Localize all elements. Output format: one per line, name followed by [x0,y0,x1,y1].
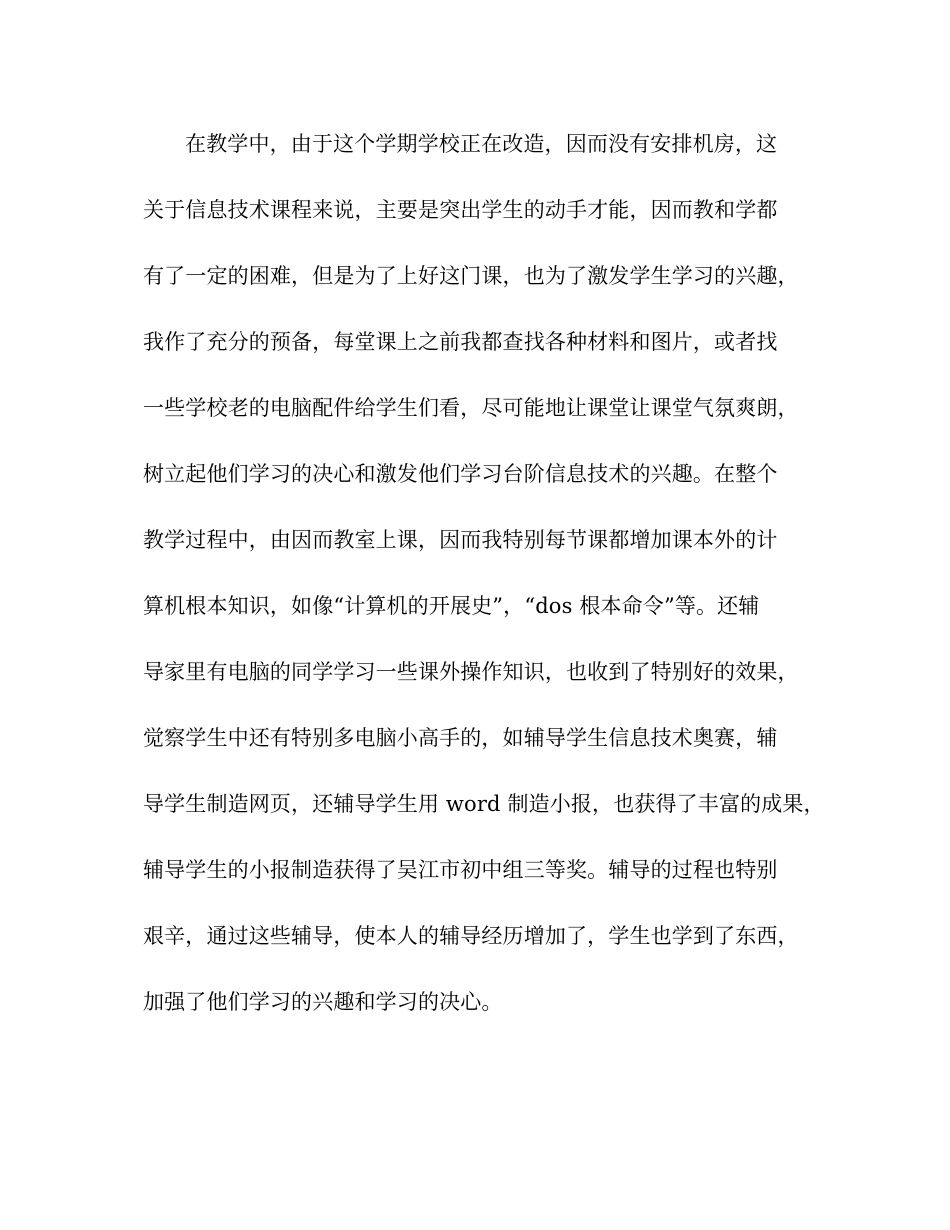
paragraph-line: 我作了充分的预备，每堂课上之前我都查找各种材料和图片，或者找 [143,330,778,354]
paragraph-line: 艰辛，通过这些辅导，使本人的辅导经历增加了，学生也学到了东西， [143,924,799,948]
paragraph-line: 教学过程中，由因而教室上课，因而我特别每节课都增加课本外的计 [143,528,778,552]
paragraph-line: 一些学校老的电脑配件给学生们看，尽可能地让课堂让课堂气氛爽朗， [143,396,799,420]
paragraph-line: 觉察学生中还有特别多电脑小高手的，如辅导学生信息技术奥赛，辅 [143,726,778,750]
paragraph-line: 在教学中，由于这个学期学校正在改造，因而没有安排机房，这 [185,132,778,156]
paragraph-line: 辅导学生的小报制造获得了吴江市初中组三等奖。辅导的过程也特别 [143,858,778,882]
paragraph-line: 导家里有电脑的同学学习一些课外操作知识，也收到了特别好的效果， [143,660,799,684]
paragraph-line: 关于信息技术课程来说，主要是突出学生的动手才能，因而教和学都 [143,198,778,222]
paragraph-line: 加强了他们学习的兴趣和学习的决心。 [143,990,503,1014]
paragraph-line: 有了一定的困难，但是为了上好这门课，也为了激发学生学习的兴趣， [143,264,799,288]
body-paragraph [143,122,825,1046]
paragraph-line: 算机根本知识，如像“计算机的开展史”，“dos 根本命令”等。还辅 [143,594,760,618]
paragraph-line: 导学生制造网页，还辅导学生用 word 制造小报，也获得了丰富的成果， [143,792,825,816]
paragraph-line: 树立起他们学习的决心和激发他们学习台阶信息技术的兴趣。在整个 [143,462,778,486]
